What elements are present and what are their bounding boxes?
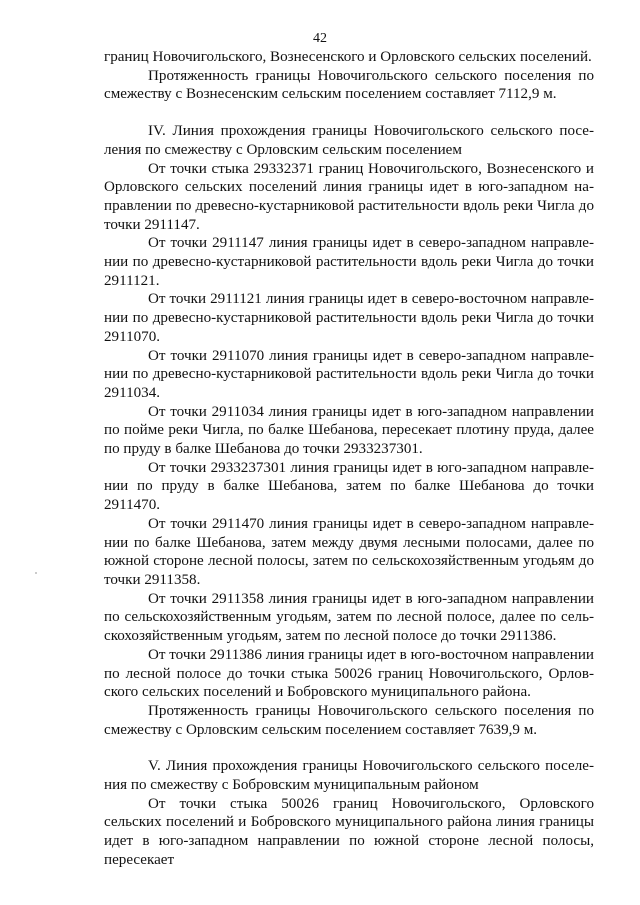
paragraph-boundary-point: От точки 2933237301 линия границы идет в юго-западном направлении по пруду в балке Шебанова, затем по балке Шебанова до точки 2911470.: [104, 459, 594, 514]
paragraph-length-orlovsky: Протяженность границы Новочигольского сельского поселения по смежеству с Орловским сельским поселением составляет 7639,9 м.: [104, 702, 594, 738]
paragraph-boundary-point: От точки 2911034 линия границы идет в юго-западном направлении по пойме реки Чигла, по балке Шебанова, пересекает плотину пруда, далее по пруду в балке Шебанова до точки 2933237301.: [104, 403, 594, 458]
section-heading-v: V. Линия прохождения границы Новочигольского сельского поселения по смежеству с Бобровским муниципальным районом: [104, 758, 594, 794]
paragraph-boundary-point: От точки стыка 50026 границ Новочигольского, Орловского сельских поселений и Бобровского муниципального района линия границы идет в юго-западном направлении по южной стороне лесной полосы, пересекает: [104, 795, 594, 868]
margin-mark: [35, 572, 37, 574]
paragraph-boundary-point: От точки 2911070 линия границы идет в северо-западном направлении по древесно-кустарниковой растительности вдоль реки Чигла до точки 2911034.: [104, 347, 594, 401]
paragraph-boundary-point: От точки 2911386 линия границы идет в юго-восточном направлении по лесной полосе до точки стыка 50026 границ Новочигольского, Орловского сельских поселений и Бобровского муниципального района.: [104, 646, 594, 701]
paragraph-boundary-point: От точки стыка 29332371 границ Новочигольского, Вознесенского и Орловского сельских поселений линия границы идет в юго-западном направлении по древесно-кустарниковой растительности вдоль реки Чигла до точки 2911147.: [104, 160, 594, 233]
paragraph-boundary-point: От точки 2911358 линия границы идет в юго-западном направлении по сельскохозяйственным угодьям, затем по лесной полосе, далее по сельскохозяйственным угодьям, затем по лесной полосе до точки 2911386.: [104, 590, 594, 645]
section-gap: [104, 739, 594, 757]
paragraph-continuation: границ Новочигольского, Вознесенского и Орловского сельских поселений.: [104, 49, 592, 65]
document-body: [104, 48, 594, 870]
paragraph-boundary-point: От точки 2911470 линия границы идет в северо-западном направлении по балке Шебанова, затем между двумя лесными полосами, далее по южной стороне лесной полосы, затем по сельскохозяйственным угодьям до точки 2911358.: [104, 515, 594, 588]
page-number: 42: [313, 31, 327, 46]
section-heading-iv: IV. Линия прохождения границы Новочигольского сельского поселения по смежеству с Орловским сельским поселением: [104, 123, 594, 158]
paragraph-boundary-point: От точки 2911121 линия границы идет в северо-восточном направлении по древесно-кустарниковой растительности вдоль реки Чигла до точки 2911070.: [104, 291, 594, 345]
paragraph-boundary-point: От точки 2911147 линия границы идет в северо-западном направлении по древесно-кустарниковой растительности вдоль реки Чигла до точки 2911121.: [104, 235, 594, 289]
section-gap: [104, 104, 594, 122]
paragraph-length-voznesensky: Протяженность границы Новочигольского сельского поселения по смежеству с Вознесенским сельским поселением составляет 7112,9 м.: [104, 67, 594, 103]
